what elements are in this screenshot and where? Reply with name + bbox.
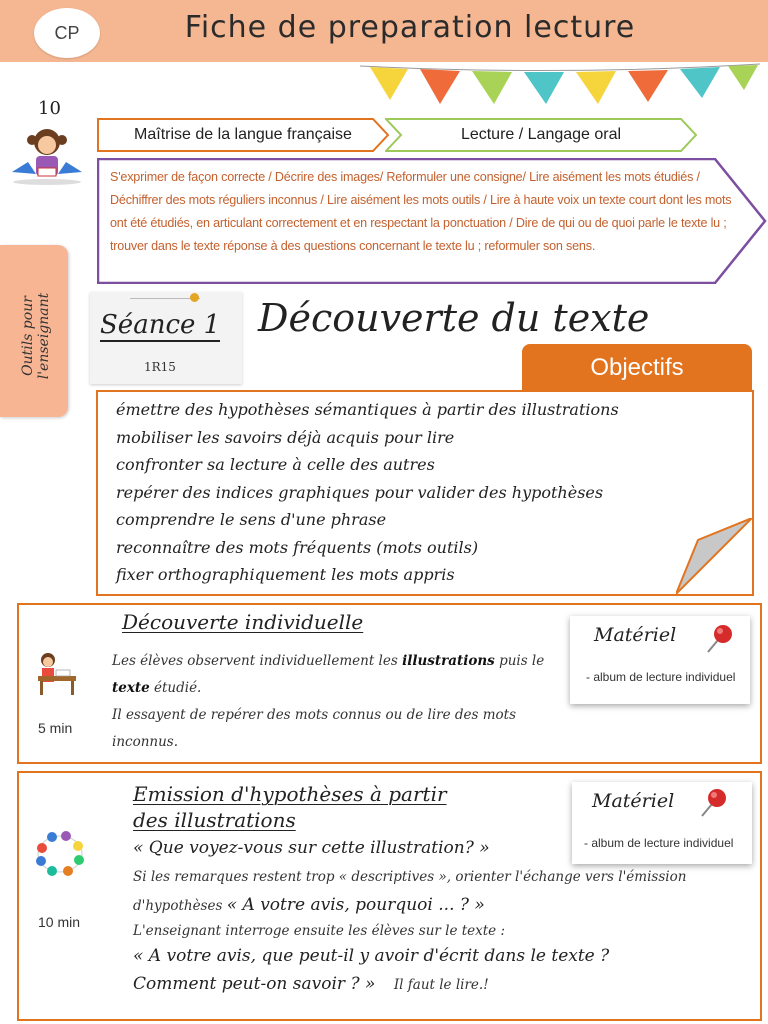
text-fragment: puis le	[499, 653, 545, 669]
girl-reading-icon	[8, 122, 86, 186]
seance-title: Séance 1	[100, 310, 221, 340]
children-circle-icon	[34, 828, 86, 878]
subject-label: Lecture / Langage oral	[460, 126, 622, 143]
text-fragment: d'hypothèses	[133, 898, 223, 914]
objective-item: comprendre le sens d'une phrase	[116, 510, 387, 529]
domain-label: Maîtrise de la langue française	[134, 126, 352, 143]
question-3: Comment peut-on savoir ? »	[133, 974, 376, 994]
pushpin-icon	[696, 786, 730, 820]
objective-item: mobiliser les savoirs déjà acquis pour lire	[116, 427, 455, 447]
objective-item: confronter sa lecture à celle des autres	[116, 455, 435, 474]
seance-code: 1R15	[144, 360, 176, 374]
pushpin-icon	[702, 622, 736, 656]
pushpin-icon	[190, 293, 199, 302]
question-3-row	[133, 972, 489, 999]
objective-item: reconnaître des mots fréquents (mots outils)	[116, 537, 479, 557]
section2-text-2	[133, 892, 485, 920]
section2-title-line1: Emission d'hypothèses à partir	[133, 782, 447, 806]
question-1: « Que voyez-vous sur cette illustration? »	[133, 838, 490, 858]
objective-item: repérer des indices graphiques pour valider des hypothèses	[116, 482, 604, 502]
section2-title-line2: des illustrations	[133, 808, 296, 832]
text-fragment: « A votre avis, pourquoi ... ? »	[226, 895, 485, 915]
student-desk-icon	[34, 650, 78, 696]
lesson-title: Découverte du texte	[258, 296, 650, 340]
section2-time: 10 min	[38, 914, 81, 930]
level-badge: CP	[34, 8, 100, 58]
bunting-flags	[360, 60, 760, 110]
answer-note: Il faut le lire.!	[393, 977, 489, 993]
text-fragment: Les élèves observent individuellement les	[112, 653, 398, 669]
text-emphasis: texte	[112, 680, 150, 696]
section1-time: 5 min	[38, 720, 73, 736]
section2-text-1: Si les remarques restent trop « descriptives », orienter l'échange vers l'émission	[133, 869, 687, 885]
objectives-tab: Objectifs	[522, 344, 752, 392]
material-item: - album de lecture individuel	[586, 670, 736, 684]
question-2: « A votre avis, que peut-il y avoir d'écrit dans le texte ?	[133, 946, 610, 966]
text-fragment: Il essayent de repérer des mots connus ou de lire des mots inconnus.	[112, 707, 516, 750]
material-title: Matériel	[592, 790, 675, 812]
objective-item: fixer orthographiquement les mots appris	[116, 565, 455, 584]
material-item: - album de lecture individuel	[584, 836, 734, 850]
material-title: Matériel	[594, 624, 677, 646]
teacher-tools-label: Outils pour l'enseignant	[20, 292, 52, 380]
section2-text-3: L'enseignant interroge ensuite les élèves sur le texte :	[133, 923, 506, 939]
skills-text: S'exprimer de façon correcte / Décrire des images/ Reformuler une consigne/ Lire aisément les mots étudiés / Déchiffrer des mots réguliers inconnus / Lire aisément les mots outils / Lire à haute voix un texte court dont les mots ont été étudiés, en articulant correctement et en respectant la ponctuation / Dire de qui ou de quoi parle le texte lu ; trouver dans le texte réponse à des questions concernant le texte lu ; reformuler son sens.	[110, 170, 732, 253]
objectives-list	[116, 396, 716, 589]
objective-item: émettre des hypothèses sémantiques à partir des illustrations	[116, 400, 619, 419]
section1-title: Découverte individuelle	[122, 610, 364, 634]
text-emphasis: illustrations	[402, 653, 495, 669]
page-number: 10	[38, 98, 61, 119]
page-title: Fiche de preparation lecture	[184, 10, 636, 45]
text-fragment: étudié.	[154, 680, 202, 696]
section1-text	[112, 648, 552, 756]
